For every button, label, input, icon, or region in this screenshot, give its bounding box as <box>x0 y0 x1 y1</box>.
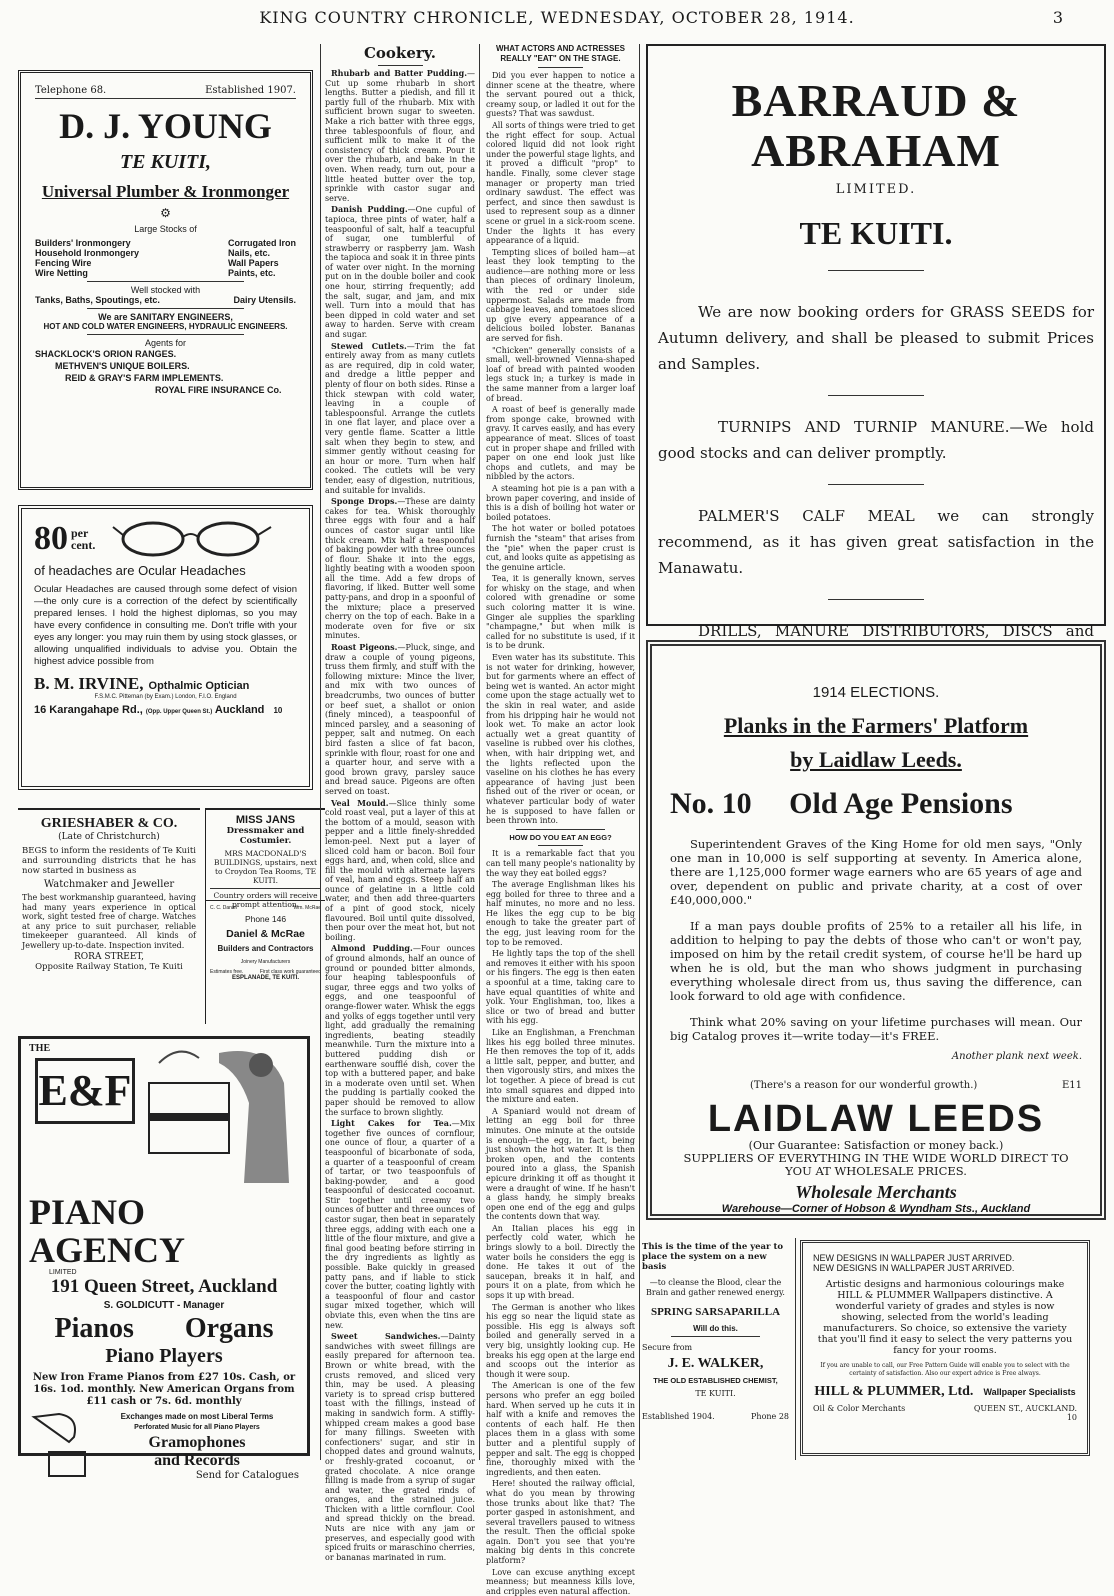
stock-item: Household Ironmongery <box>35 248 140 258</box>
mcrae-trade: Builders and Contractors <box>217 944 314 953</box>
mcrae-ad <box>205 900 325 1024</box>
laidlaw-reason: (There's a reason for our wonderful growth.) <box>750 1080 978 1091</box>
walker-name: J. E. WALKER, <box>667 1356 764 1371</box>
actors-column <box>482 44 640 1596</box>
laidlaw-code: E11 <box>1061 1080 1082 1091</box>
actors-paragraph: "Chicken" generally consists of a small, well-browned Vienna-shaped loaf of bread with painted wooden legs stuck in; a turkey is made in the same manner from a larger loaf of bread. <box>486 345 635 403</box>
young-phone: Telephone 68. <box>35 85 107 96</box>
egg-paragraph: The American is one of the few persons who prefer an egg boiled hard. When served up he cuts it in half with a knife and removes the contents of each half. He then places them in a glass with some butter and a plentiful supply of pepper and salt. The egg is chopped fine, thoroughly mixed with the ingredients, and then eaten. <box>486 1381 635 1477</box>
mcrae-right: Wm. McRae <box>293 905 321 911</box>
walker-secure: Secure from <box>642 1343 693 1352</box>
irvine-body: Ocular Headaches are caused through some defect of vision—the only cure is a correction of the defect by scientifically prepared lenses. I hold the highest diplomas, so you may have every confidence in consulting me. Don't trifle with your eyes any longer: you may ruin them by using stock glasses, or allowing unqualified individuals to advise you. Obtain the highest advice possible from <box>34 584 297 667</box>
cookery-column <box>320 44 480 1562</box>
laidlaw-next: Another plank next week. <box>951 1051 1082 1062</box>
egg-paragraph: Like an Englishman, a Frenchman likes his egg boiled three minutes. He then removes the top of it, adds a little salt, pepper, and butter, and then vigorously stirs, and mixes the lot together. A piece of bread is cut into small squares and dipped into the mixture and eaten. <box>486 1028 635 1105</box>
page-number: 3 <box>1052 8 1064 27</box>
walker-est: Established 1904. <box>642 1412 715 1421</box>
stock-item: Nails, etc. <box>227 248 271 258</box>
recipe-title: Danish Pudding. <box>331 204 408 215</box>
walker-chem: THE OLD ESTABLISHED CHEMIST, <box>653 1376 778 1385</box>
piano-organs: Organs <box>184 1313 274 1344</box>
grieshaber-body2: The best workmanship guaranteed, having had many years experience in optical work, sight tested free of charge. Watches at any price to suit purchaser, reliable timekeeper guaranteed. All kinds of Jewellery up-to-date. Inspection invited. <box>22 893 196 950</box>
egg-paragraph: It is a remarkable fact that you can tell many people's nationality by the way they eat boiled eggs? <box>486 849 635 878</box>
walker-product: SPRING SARSAPARILLA <box>650 1306 781 1318</box>
grieshaber-name: GRIESHABER & CO. <box>40 816 178 831</box>
hill-small: If you are unable to call, our Free Pattern Guide will enable you to select with the certainty of satisfaction. Also our expert advice is Free always. <box>820 1362 1070 1377</box>
hill-new2: NEW DESIGNS IN WALLPAPER JUST ARRIVED. <box>813 1263 1015 1273</box>
walker-town: TE KUITI. <box>695 1389 736 1398</box>
young-agent-4: ROYAL FIRE INSURANCE Co. <box>155 385 282 395</box>
stock-item: Fencing Wire <box>35 258 92 268</box>
young-agent-2: METHVEN'S UNIQUE BOILERS. <box>55 361 190 371</box>
piano-players: Piano Players <box>105 1345 223 1367</box>
jans-body: MRS MACDONALD'S BUILDINGS, upstairs, next to Croydon Tea Rooms, TE KUITI. <box>213 849 318 885</box>
walker-p2: —to cleanse the Blood, clear the Brain and gather renewed energy. <box>646 1278 785 1297</box>
piano-terms: New Iron Frame Pianos from £27 10s. Cash, or 16s. 1od. monthly. New American Organs from £11 cash or 7s. 6d. monthly <box>32 1372 296 1407</box>
barraud-p4: DRILLS, MANURE DISTRIBUTORS, DISCS and <box>698 622 1094 640</box>
piano-gram: Gramophones <box>148 1434 246 1451</box>
egg-paragraph: The average Englishman likes his egg boiled for three to three and a half minutes, no more and no less. He likes the egg cup to be big enough to take the greater part of the egg, just leaving room for the top to be removed. <box>486 880 635 947</box>
irvine-city: Auckland <box>214 704 265 716</box>
recipe <box>325 944 475 1117</box>
piano-pianos: Pianos <box>54 1313 134 1344</box>
egg-title: HOW DO YOU EAT AN EGG? <box>509 832 612 842</box>
egg-paragraph: A Spaniard would not dream of letting an egg boil for three minutes. One minute at the outside is enough—the egg, in fact, being just shown the hot water. It is then broken open, and the contents poured into a glass, the Spanish epicure drinking it off as thought it were a draught of wine. If he hasn't a glass handy, he simply breaks open one end of the egg and gulps the contents down that way. <box>486 1106 635 1222</box>
recipe <box>325 497 475 641</box>
actors-paragraph: A roast of beef is generally made from sponge cake, browned with gravy. It carves easily, and has every appearance of meat. Slices of toast cut in proper shape and frilled with paper on one end look just like chops and cutlets, and may be nibbled by the actors. <box>486 405 635 482</box>
egg-article <box>486 849 635 1596</box>
piano-exchange: Exchanges made on most Liberal Terms <box>120 1412 274 1421</box>
irvine-quals: F.S.M.C. Pitteman (by Exam.) London, F.I.O. England <box>94 694 237 700</box>
actors-paragraph: Tempting slices of boiled ham—at least they look tempting to the audience—are nothing more or less than pieces of ordinary linoleum, with the red or under side uppermost. Salads are made from cabbage leaves, and tomatoes sliced up give every appearance of a delicious boiled lobster. Bananas are served for fish. <box>486 247 635 344</box>
hill-name: HILL & PLUMMER, Ltd. <box>814 1384 974 1399</box>
young-right-list <box>228 238 296 278</box>
egg-paragraph: He lightly taps the top of the shell and removes it either with his spoon or his fingers. The egg is then eaten a spoonful at a time, taking care to have equal quantities of white and yolk. Your Englishman, too, likes a slice or two of bread and butter with his egg. <box>486 949 635 1026</box>
mcrae-addr: ESPLANADE, TE KUITI. <box>231 975 299 981</box>
laidlaw-p2: If a man pays double profits of 25% to a retailer all his life, in addition to helping to pay the debts of those who can't or won't pay, imposed on him by the retail credit system, of course he'll be hard up when he is old, but the man who shows judgment in purchasing everything wholesale direct from us, thus saving the difference, can look forward to old age with confidence. <box>670 919 1082 1003</box>
laidlaw-ad <box>646 640 1106 1220</box>
irvine-pct: 80 <box>34 520 68 557</box>
stock-item: Builders' Ironmongery <box>35 238 131 248</box>
grieshaber-opp: Opposite Railway Station, Te Kuiti <box>35 962 183 972</box>
actors-paragraph: Did you ever happen to notice a dinner scene at the theatre, where the servant poured out a thick, creamy soup, or ladled it out for the guests? That was sawdust. <box>486 71 635 119</box>
grieshaber-ad <box>18 808 200 1024</box>
piano-records: and Records <box>154 1452 240 1469</box>
piano-music: Perforated Music for all Piano Players <box>134 1424 260 1431</box>
piano-manager: S. GOLDICUTT - Manager <box>103 1300 225 1311</box>
recipe-title: Sweet Sandwiches. <box>331 1331 441 1342</box>
recipe <box>325 1119 475 1330</box>
young-stocked: Well stocked with <box>130 285 201 295</box>
barraud-p3: PALMER'S CALF MEAL we can strongly recommend, as it has given great satisfaction in the Manawatu. <box>658 507 1094 577</box>
recipe-title: Veal Mould. <box>331 797 389 808</box>
young-agent-3: REID & GRAY'S FARM IMPLEMENTS. <box>65 373 224 383</box>
laidlaw-by: by Laidlaw Leeds. <box>790 747 962 772</box>
recipe <box>325 205 475 339</box>
recipe-body: —Mix together five ounces of cornflour, one ounce of flour, a quarter of a teaspoonful of bicarbonate of soda, a quarter of a teaspoonful of cream of tartar, or two teaspoonfuls of baking-powder, and a good teaspoonful of desiccated cocoanut. Stir together until creamy two ounces of butter and three ounces of castor sugar, then beat in separately three eggs, adding with each one a little of the flour mixture, and give a final good beating before stirring in the dry ingredients as lightly as possible. Bake quickly in greased patty pans, and if liable to stick cover the butter, coating lightly with a teaspoonful of flour and castor sugar mixed together, which will obviate this, even when the tins are new. <box>325 1119 475 1330</box>
recipe-body: —Trim the fat entirely away from as many cutlets as are required, dip in cold water, and dredge a little pepper and plenty of flour on both sides. Rinse a thick stewpan with cold water, leaving in a couple of tablespoonsful. Arrange the cutlets in one flat layer, and place over a very gentle flame. Scatter a little salt when they begin to stew, and simmer gently without ceasing for an hour or more. Turn when half cooked. The cutlets will be very tender, easy of digestion, nutritious, and suitable for invalids. <box>325 341 475 495</box>
laidlaw-pensions: Old Age Pensions <box>789 787 1013 820</box>
irvine-opp: (Opp. Upper Queen St.) <box>145 709 213 715</box>
laidlaw-no: No. 10 <box>670 787 752 820</box>
egg-paragraph: An Italian places his egg in perfectly cold water, which he brings slowly to a boil. Directly the water boils he considers the egg is done. He takes it out of the saucepan, breaks it in half, and pours it on a plate, from which he sops it up with bread. <box>486 1223 635 1301</box>
recipe <box>325 342 475 496</box>
mcrae-joinery: Joinery Manufacturers <box>240 959 291 965</box>
piano-limited: LIMITED <box>49 1269 77 1276</box>
hill-spec: Wallpaper Specialists <box>983 1387 1076 1397</box>
piano-cat: Send for Catalogues <box>195 1470 299 1481</box>
grieshaber-body: BEGS to inform the residents of Te Kuiti and surrounding districts that he has now started in business as <box>22 846 196 876</box>
recipe <box>325 799 475 943</box>
irvine-headline: of headaches are Ocular Headaches <box>34 563 246 578</box>
recipe-title: Rhubarb and Batter Pudding. <box>331 68 467 78</box>
irvine-cent: cent. <box>71 538 96 552</box>
recipe-body: —Pluck, singe, and draw a couple of young pigeons, truss them firmly, and stuff with the following mixture: Mince the liver, and mix with two ounces of breadcrumbs, two ounces of butter or beef suet, a shallot or onion (finely minced), a teaspoonful of minced parsley, and a seasoning of pepper, salt and nutmeg. On each bird fasten a slice of fat bacon, sprinkle with flour, roast for one and a quarter hour, and serve with a good brown gravy, parsley sauce and bread sauce. Pigeons are often served on toast. <box>325 643 475 796</box>
laidlaw-guarantee: (Our Guarantee: Satisfaction or money back.) <box>748 1139 1004 1152</box>
young-agent-1: SHACKLOCK'S ORION RANGES. <box>35 349 177 359</box>
young-hot: HOT AND COLD WATER ENGINEERS, HYDRAULIC ENGINEERS. <box>43 322 288 331</box>
cookery-title: Cookery. <box>363 44 436 62</box>
laidlaw-p1: Superintendent Graves of the King Home for old men says, "Only one man in 10,000 is self supporting at seventy. In America alone, there are 1,125,000 former wage earners who are 65 years of age and over, dependent on public and private charity, at a cost of over £40,000,000." <box>670 837 1082 907</box>
walker-p1: This is the time of the year to place the system on a new basis <box>642 1242 784 1272</box>
young-trade: Universal Plumber & Ironmonger <box>41 182 290 201</box>
mcrae-name: Daniel & McRae <box>226 928 305 940</box>
hill-oil: Oil & Color Merchants <box>813 1404 906 1413</box>
actors-paragraph: Tea, it is generally known, serves for whisky on the stage, and when colored with grenadine or some such coloring matter it is wine. Ginger ale supplies the sparkling "champagne," but when milk is called for no substitute is used, if it is to be drunk. <box>486 574 635 651</box>
irvine-per: per <box>71 526 89 540</box>
young-ad <box>18 70 313 490</box>
recipe-title: Roast Pigeons. <box>331 642 398 653</box>
laidlaw-suppliers: SUPPLIERS OF EVERYTHING IN THE WIDE WORLD DIRECT TO YOU AT WHOLESALE PRICES. <box>683 1151 1069 1178</box>
actors-paragraph: A steaming hot pie is a pan with a brown paper covering, and inside of this is a dish of boiling hot water or boiled potatoes. <box>486 483 635 522</box>
barraud-name: BARRAUD & ABRAHAM <box>731 75 1021 176</box>
hill-new1: NEW DESIGNS IN WALLPAPER JUST ARRIVED. <box>813 1253 1015 1263</box>
walker-ad <box>636 1238 796 1460</box>
young-sanitary: We are SANITARY ENGINEERS, <box>98 312 233 322</box>
laidlaw-brand: LAIDLAW LEEDS <box>707 1098 1045 1140</box>
barraud-p1: We are now booking orders for GRASS SEEDS for Autumn delivery, and shall be pleased to submit Prices and Samples. <box>658 303 1094 373</box>
stock-item: Corrugated Iron <box>227 238 296 248</box>
jans-orders: Country orders will receive prompt attention. <box>210 888 321 909</box>
actors-paragraph: All sorts of things were tried to get the right effect for soup. Actual colored liquid did not look right under the powerful stage lights, and it proved a difficult "prop" to handle. Finally, some clever stage manager or property man tried ordinary sawdust. The effect was perfect, and since then sawdust is used to represent soup as a dinner scene or gruel in a sick-room scene. Under the lights it has every appearance of a liquid. <box>486 120 635 246</box>
recipe-body: —Cut up some rhubarb in short lengths. Butter a piedish, and fill it partly full of the rhubarb. Mix with sufficient brown sugar to sweeten. Make a rich batter with three eggs, three tablespoonfuls of flour, and sufficient milk to make it of the consistency of thick cream. Pour it over the rhubarb, and bake in the oven. When ready, turn out, pour a little heated butter over the top, sprinkle with castor sugar and serve. <box>325 69 475 203</box>
young-est: Established 1907. <box>205 85 296 96</box>
barraud-ad <box>646 44 1106 640</box>
mcrae-phone: Phone 146 <box>244 914 287 924</box>
jans-name: MISS JANS <box>235 814 296 826</box>
pianist-illustration <box>149 1043 299 1188</box>
recipe <box>325 1332 475 1562</box>
stock-item: Paints, etc. <box>227 268 276 278</box>
stock-item: Wire Netting <box>35 268 88 278</box>
laidlaw-elections: 1914 ELECTIONS. <box>812 684 940 701</box>
laidlaw-wholesale: Wholesale Merchants <box>795 1182 957 1202</box>
hill-num: 10 <box>1066 1413 1077 1422</box>
recipe-body: —Four ounces of ground almonds, half an ounce of ground or pounded bitter almonds, four heaping tablespoonfuls of sugar, three eggs and two yolks of eggs, and one teaspoonful of orange-flower water. Whisk the eggs and yolks of eggs together until very light, add gradually the remaining ingredients, beating steadily meanwhile. Turn the mixture into a buttered pudding dish or earthenware soufflé dish, cover the top with a buttered paper, and bake in a moderate oven until set. When the pudding is partially cooked the paper should be removed to allow the surface to brown slightly. <box>325 944 476 1117</box>
irvine-num: 10 <box>273 706 283 715</box>
piano-piano: PIANO <box>29 1192 145 1232</box>
piano-agency: AGENCY <box>29 1230 186 1270</box>
mcrae-work: First class work guaranteed <box>259 969 321 975</box>
young-left-list <box>35 238 139 278</box>
recipe-title: Light Cakes for Tea. <box>331 1118 452 1129</box>
laidlaw-warehouse: Warehouse—Corner of Hobson & Wyndham Sts., Auckland <box>721 1203 1031 1215</box>
young-agents: Agents for <box>144 338 187 348</box>
recipe-title: Almond Pudding. <box>331 943 413 954</box>
young-name: D. J. YOUNG <box>59 106 272 146</box>
egg-paragraph: The German is another who likes his egg so near the liquid state as possible. His egg is always soft boiled and generally served in a very big, unsightly looking cup. He breaks his egg open at the large end and scoops out the interior as though it were soup. <box>486 1302 635 1379</box>
grieshaber-late: (Late of Christchurch) <box>58 832 160 842</box>
masthead <box>0 8 1114 34</box>
recipe <box>325 69 475 203</box>
grieshaber-trade: Watchmaker and Jeweller <box>43 879 175 890</box>
barraud-limited: LIMITED. <box>835 182 917 197</box>
egg-paragraph: Here! shouted the railway official, what do you mean by throwing those trunks about like that? The porter gasped in astonishment, and several travellers paused to witness the result. Then the official spoke again. Don't you see that you're making big dents in this concrete platform? <box>486 1479 635 1566</box>
irvine-addr: 16 Karangahape Rd., <box>34 704 143 716</box>
laidlaw-p3: Think what 20% saving on your lifetime purchases will mean. Our big Catalog proves it—write today—it's FREE. <box>670 1015 1082 1043</box>
young-tanks: Tanks, Baths, Spoutings, etc. <box>35 295 160 305</box>
piano-ad <box>18 1036 310 1481</box>
actors-paragraph: The hot water or boiled potatoes furnish the "steam" that arises from the "pie" when the paper crust is cut, and looks quite as appetising as the genuine article. <box>486 524 635 572</box>
young-dairy: Dairy Utensils. <box>233 295 296 305</box>
actors-article <box>486 71 635 826</box>
recipe-title: Stewed Cutlets. <box>331 340 407 351</box>
piano-the: THE <box>29 1043 51 1054</box>
recipe-body: —One cupful of tapioca, three pints of water, half a teaspoonful of salt, half a teacupful of sugar, one tumblerful of strawberry or raspberry jam. Wash the tapioca and soak it in three pints of water over night. In the morning put on in the double boiler and cook one hour, stirring frequently; add the salt, sugar, and jam, and mix well. Turn into a mould that has been dipped in cold water and set away to harden. Serve with cream and sugar. <box>325 205 476 340</box>
piano-addr: 191 Queen Street, Auckland <box>50 1276 278 1297</box>
mcrae-est: Estimates free. <box>210 969 244 975</box>
recipe <box>325 643 475 797</box>
hill-ad <box>800 1240 1090 1456</box>
recipe-list <box>325 69 475 1562</box>
young-emblem-icon: ⚙ <box>160 206 171 220</box>
spectacles-icon <box>113 519 273 559</box>
masthead-title: KING COUNTRY CHRONICLE, WEDNESDAY, OCTOBER 28, 1914. <box>259 8 855 27</box>
grieshaber-street: RORA STREET, <box>74 952 144 962</box>
actors-paragraph: Even water has its substitute. This is not water for drinking, however, but for garments where an effect of being wet is wanted. An actor might come upon the stage actually wet to the skin in real water, and aside from his dripping hair he would not look wet. To make an actor look actually wet a great quantity of vaseline is rubbed over his clothes, when, with hair dripping wet, and the lights reflected upon the vaseline on his clothes he has every appearance of having just been fished out of the river or ocean, or whatever particular body of water he is supposed to have fallen or been thrown into. <box>486 653 635 826</box>
recipe-body: —Slice thinly some cold roast veal, put a layer of this at the bottom of a mould, season with pepper and a little finely-shredded lemon-peel. Next put a layer of sliced cold ham or bacon. Boil four eggs hard, and, when cold, slice and fill the mould with alternate layers of veal, ham and eggs. Steep half an ounce of gelatine in a little cold water, and then add three-quarters of a pint of good stock, nicely flavoured. Boil until quite dissolved, then pour over the meat hot, but not boiling. <box>325 798 476 942</box>
actors-title: WHAT ACTORS AND ACTRESSES REALLY "EAT" ON THE STAGE. <box>495 44 626 63</box>
recipe-title: Sponge Drops. <box>331 496 398 507</box>
hill-addr: QUEEN ST., AUCKLAND. <box>973 1404 1077 1413</box>
recipe-body: —These are dainty cakes for tea. Whisk thoroughly three eggs with four and a half ounces of castor sugar until like thick cream. Mix half a teaspoonful of baking powder with three ounces of flour. Shake it into the eggs, lightly beating with a wooden spoon all the time. Add a few drops of flavoring, if liked. Butter well some patty-pans, and drop in a spoonful of the mixture; place a preserved cherry on the top of each. Bake in a moderate oven for five or six minutes. <box>325 497 475 641</box>
irvine-ad <box>18 505 313 790</box>
hill-body: Artistic designs and harmonious colourings make HILL & PLUMMER Wallpapers distinctive. A wonderful variety of grades and styles is now showing, selected from the world's leading manufacturers. So choice, so extensive the variety that you'll find it easy to select the very patterns you fancy for your rooms. <box>817 1279 1073 1356</box>
young-stocks: Large Stocks of <box>134 224 197 234</box>
piano-logo: E&F <box>35 1058 135 1124</box>
barraud-town: TE KUITI. <box>799 215 953 251</box>
stock-item: Wall Papers <box>227 258 279 268</box>
egg-paragraph: Love can excuse anything except meanness; but meanness kills love, and cripples even natural affection. <box>486 1567 635 1596</box>
jans-trade: Dressmaker and Costumier. <box>226 826 305 846</box>
walker-will: Will do this. <box>693 1324 738 1333</box>
recipe-body: —Dainty sandwiches with sweet fillings are easily prepared for afternoon tea. Brown or white bread, with the crusts removed, and sliced very thin, may be used. A pleasing variety is to spread crisp buttered toast with the fillings, instead of making in sandwich form. A stiffly-whipped cream makes a good base for many fillings. Sweeten with confectioners' sugar, and stir in chopped dates and ground walnuts, or freshly-grated cocoanut, or grated chocolate. A nice orange filling is made from a syrup of sugar and water, the grated rinds of oranges, and the strained juice. Thicken with a little cornflour. Cool and spread thickly on the bread. Nuts are nice with any jam or preserves, and especially good with spiced fruits or maraschino cherries, or bananas marinated in rum. <box>325 1332 475 1562</box>
mcrae-left: C. C. Daniel <box>210 905 237 911</box>
irvine-name: B. M. IRVINE, <box>34 674 144 693</box>
walker-phone: Phone 28 <box>751 1412 789 1421</box>
barraud-p2: TURNIPS AND TURNIP MANURE.—We hold good stocks and can deliver promptly. <box>658 418 1094 462</box>
young-town: TE KUITI, <box>119 151 212 173</box>
laidlaw-planks: Planks in the Farmers' Platform <box>723 713 1029 738</box>
irvine-title: Opthalmic Optician <box>148 680 250 692</box>
gramophone-icon <box>29 1412 89 1484</box>
